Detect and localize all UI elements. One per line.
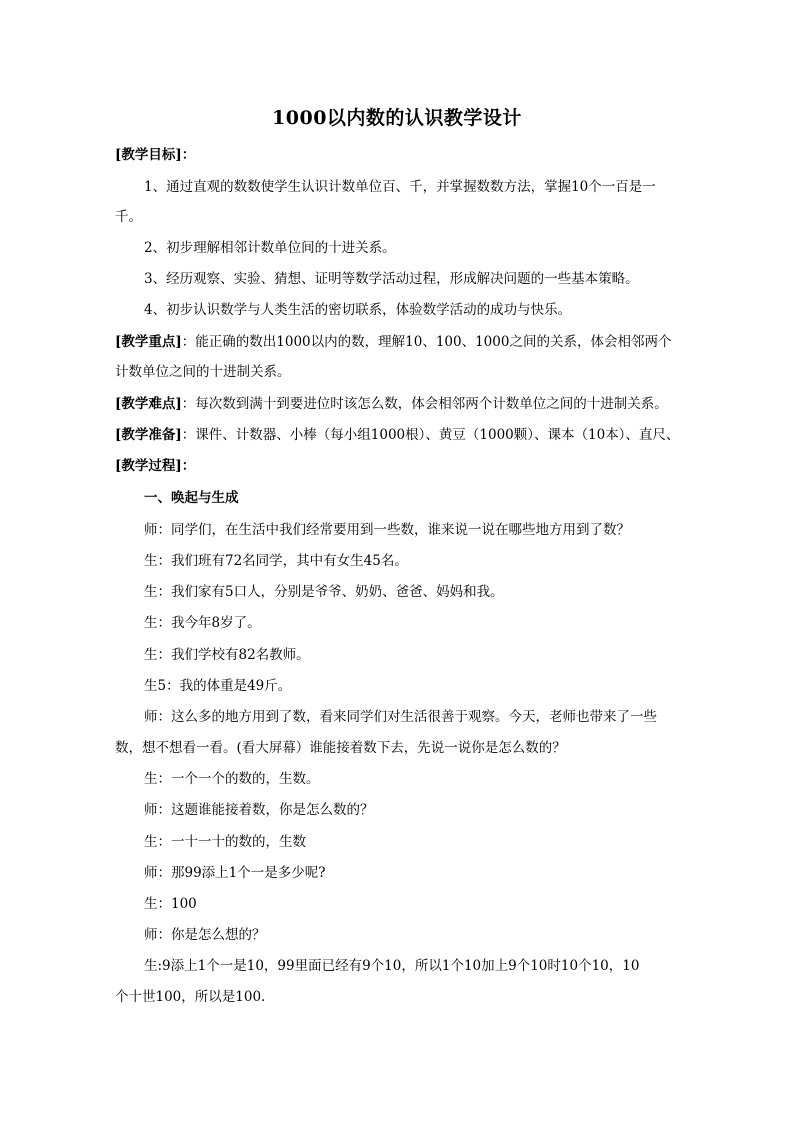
dialogue-line: 师：你是怎么想的？ — [144, 927, 266, 943]
dialogue-line: 生5：我的体重是49斤。 — [144, 678, 292, 694]
preparation-heading: [教学准备] — [115, 427, 182, 443]
dialogue-line: 师：这题谁能接着数，你是怎么数的？ — [144, 802, 374, 818]
dialogue-line: 师：这么多的地方用到了数，看来同学们对生活很善于观察。今天，老师也带来了一些 — [144, 709, 657, 725]
dialogue-line: 生：一个一个的数的，生数。 — [144, 771, 320, 787]
preparation-text: ：课件、计数器、小棒（每小组1000根）、黄豆（1000颗）、课本（10本）、直尺、 — [181, 427, 680, 443]
goal-item-1-line-1: 1、通过直观的数数使学生认识计数单位百、千，并掌握数数方法，掌握10个一百是一 — [144, 179, 656, 195]
dialogue-line: 个十世100，所以是100. — [115, 989, 266, 1005]
dialogue-line: 生：一十一十的数的，生数 — [144, 834, 306, 850]
dialogue-line: 师：同学们，在生活中我们经常要用到一些数，谁来说一说在哪些地方用到了数？ — [144, 522, 630, 538]
section-1-heading: 一、唤起与生成 — [144, 490, 239, 506]
dialogue-line: 生：100 — [144, 896, 197, 912]
dialogue-line: 生：我们家有5口人，分别是爷爷、奶奶、爸爸、妈妈和我。 — [144, 584, 504, 600]
process-heading: [教学过程]： — [115, 458, 196, 474]
dialogue-line: 生:9添上1个一是10，99里面已经有9个10，所以1个10加上9个10时10个10，10 — [144, 958, 640, 974]
key-points-heading: [教学重点] — [115, 334, 182, 350]
difficulties-paragraph — [115, 394, 668, 414]
goal-item-2: 2、初步理解相邻计数单位间的十进关系。 — [144, 240, 396, 256]
dialogue-line: 数，想不想看一看。(看大屏幕）谁能接着数下去，先说一说你是怎么数的？ — [115, 740, 566, 756]
goal-item-4: 4、初步认识数学与人类生活的密切联系，体验数学活动的成功与快乐。 — [144, 302, 572, 318]
key-points-text: ：能正确的数出1000以内的数，理解10、100、1000之间的关系，体会相邻两个 — [181, 334, 672, 350]
difficulties-heading: [教学难点] — [115, 396, 182, 412]
preparation-paragraph — [115, 425, 679, 445]
goal-item-3: 3、经历观察、实验、猜想、证明等数学活动过程，形成解决问题的一些基本策略。 — [144, 271, 639, 287]
document-title: 1000以内数的认识教学设计 — [272, 107, 522, 129]
goal-item-1-line-2: 千。 — [115, 209, 142, 225]
dialogue-line: 生：我们学校有82名教师。 — [144, 647, 310, 663]
dialogue-line: 师：那99添上1个一是多少呢? — [144, 865, 326, 881]
goals-heading: [教学目标]： — [115, 147, 196, 163]
dialogue-line: 生：我今年8岁了。 — [144, 615, 261, 631]
dialogue-line: 生：我们班有72名同学，其中有女生45名。 — [144, 553, 408, 569]
key-points-line-2: 计数单位之间的十进制关系。 — [115, 364, 291, 380]
difficulties-text: ：每次数到满十到要进位时该怎么数，体会相邻两个计数单位之间的十进制关系。 — [181, 396, 668, 412]
key-points-paragraph — [115, 332, 671, 352]
